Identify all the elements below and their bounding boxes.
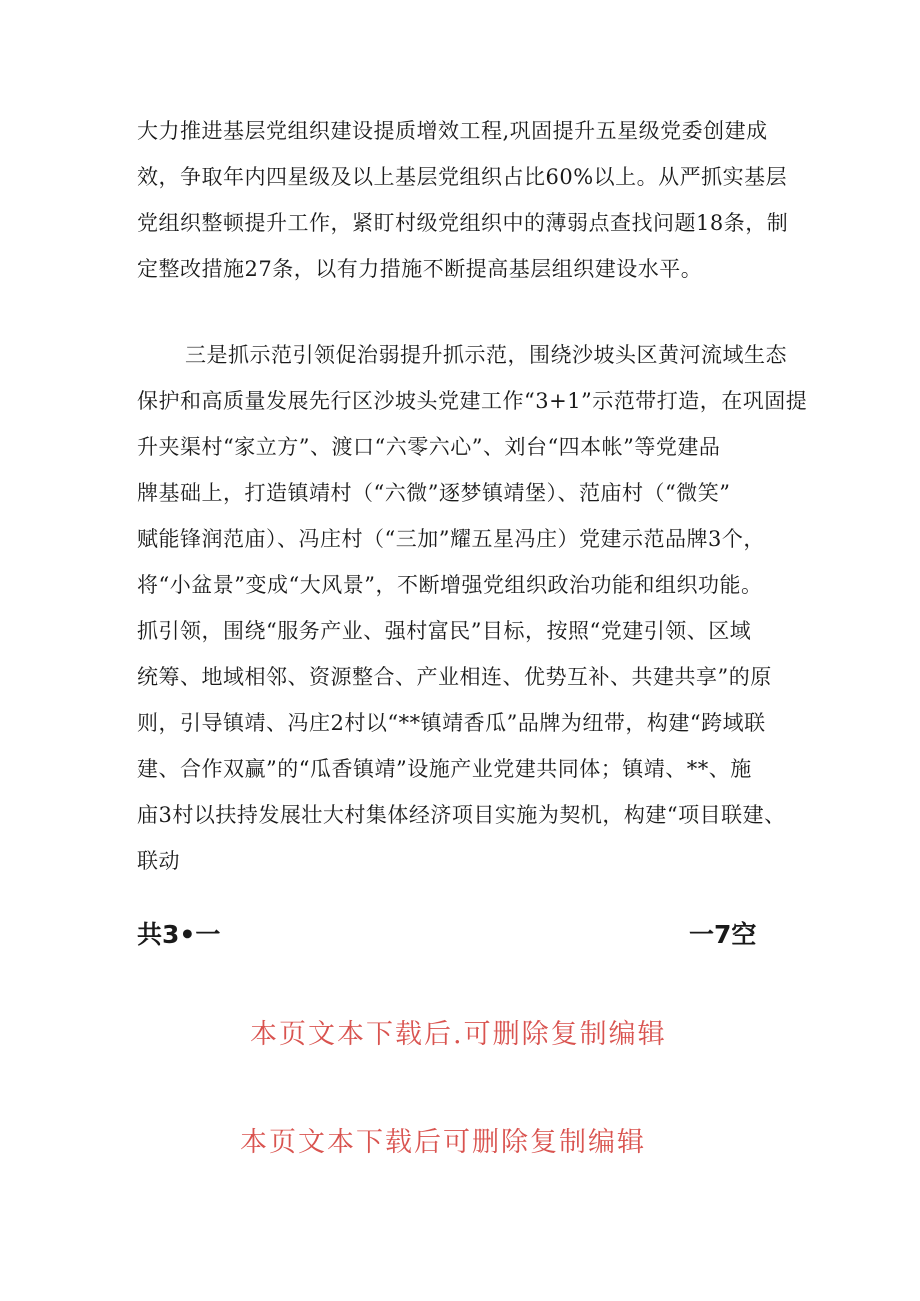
page-footer-left: 共3•一 [137,920,221,949]
text-line: 建、合作双赢”的“瓜香镇靖”设施产业党建共同体；镇靖、**、施 [137,757,752,781]
watermark-text-1: 本页文本下载后.可删除复制编辑 [250,1019,667,1050]
paragraph-2 [137,332,808,884]
text-line: 庙3村以扶持发展壮大村集体经济项目实施为契机，构建“项目联建、 [137,803,786,827]
paragraph-1 [137,108,787,292]
text-line: 三是抓示范引领促治弱提升抓示范，围绕沙坡头区黄河流域生态 [185,343,787,367]
text-line: 联动 [137,849,180,873]
page-footer-right: 一7空 [689,920,757,949]
text-line: 统筹、地域相邻、资源整合、产业相连、优势互补、共建共享”的原 [137,665,772,689]
text-line: 升夹渠村“家立方”、渡口“六零六心”、刘台“四本帐”等党建品 [137,435,721,459]
text-line: 则，引导镇靖、冯庄2村以“**镇靖香瓜”品牌为纽带，构建“跨域联 [137,711,766,735]
text-line: 牌基础上，打造镇靖村（“六微”逐梦镇靖堡）、范庙村（“微笑” [137,481,731,505]
text-line: 保护和高质量发展先行区沙坡头党建工作“3+1”示范带打造，在巩固提 [137,389,808,413]
text-line: 党组织整顿提升工作，紧盯村级党组织中的薄弱点查找问题18条，制 [137,211,789,235]
text-line: 定整改措施27条，以有力措施不断提高基层组织建设水平。 [137,257,703,281]
text-line: 赋能锋润范庙）、冯庄村（“三加”耀五星冯庄）党建示范品牌3个， [137,527,765,551]
text-line: 抓引领，围绕“服务产业、强村富民”目标，按照“党建引领、区域 [137,619,752,643]
watermark-text-2: 本页文本下载后可删除复制编辑 [240,1127,646,1158]
text-line: 效，争取年内四星级及以上基层党组织占比60%以上。从严抓实基层 [137,165,788,189]
text-line: 将“小盆景”变成“大风景”，不断增强党组织政治功能和组织功能。 [137,573,763,597]
text-line: 大力推进基层党组织建设提质增效工程,巩固提升五星级党委创建成 [137,119,768,143]
